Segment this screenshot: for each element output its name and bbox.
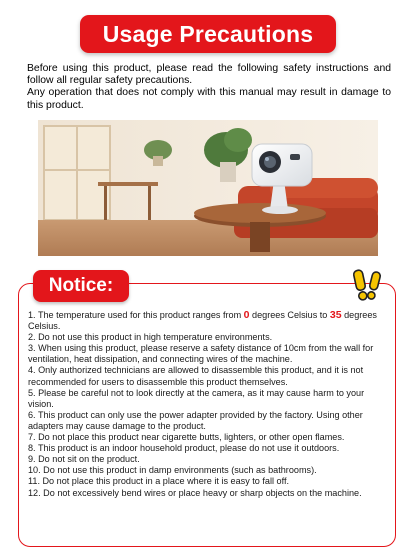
page-title: Usage Precautions [102, 20, 314, 47]
intro-line-2: Any operation that does not comply with this manual may result in damage to this product. [27, 87, 391, 111]
rule-item-9: 9. Do not sit on the product. [28, 454, 140, 465]
rule-item-6: 6. This product can only use the power adapter provided by the factory. Using other adapters may cause damage to the product. [28, 409, 363, 431]
intro-line-1: Before using this product, please read the following safety instructions and follow all regular safety precautions. [27, 63, 391, 87]
title-banner [80, 15, 336, 53]
rule-item-7: 7. Do not place this product near cigarette butts, lighters, or other open flames. [28, 432, 345, 443]
rule-item-5: 5. Please be careful not to look directly at the camera, as it may cause harm to your vision. [28, 387, 365, 409]
rule-item-1 [28, 310, 390, 332]
notice-list [28, 310, 390, 499]
rule-item-12: 12. Do not excessively bend wires or place heavy or sharp objects on the machine. [28, 487, 362, 498]
rule-item-8: 8. This product is an indoor household product, please do not use it outdoors. [28, 443, 340, 454]
rule-1-text-b: degrees Celsius to [249, 310, 330, 320]
min-temperature-value: 0 [243, 309, 250, 321]
exclamation-alert-icon [351, 267, 385, 303]
intro-text [27, 63, 391, 112]
rule-item-2: 2. Do not use this product in high temperature environments. [28, 332, 273, 343]
max-temperature-value: 35 [329, 309, 342, 321]
rule-item-3: 3. When using this product, please reserve a safety distance of 10cm from the wall for ventilation, heat dissipation, and connecting wires of the machine. [28, 343, 374, 365]
living-room-projector-image [38, 120, 378, 256]
rule-item-4: 4. Only authorized technicians are allowed to disassemble this product, and it is not recommended for users to disassemble this product themselves. [28, 365, 364, 387]
notice-tab [33, 270, 129, 302]
rule-item-11: 11. Do not place this product in a place where it is easy to fall off. [28, 476, 290, 487]
rule-1-text-a: 1. The temperature used for this product ranges from [28, 310, 244, 320]
notice-label: Notice: [48, 275, 114, 296]
product-photo [38, 120, 378, 256]
rule-1-text-c: degrees Celsius. [28, 310, 377, 332]
rule-item-10: 10. Do not use this product in damp environments (such as bathrooms). [28, 465, 317, 476]
